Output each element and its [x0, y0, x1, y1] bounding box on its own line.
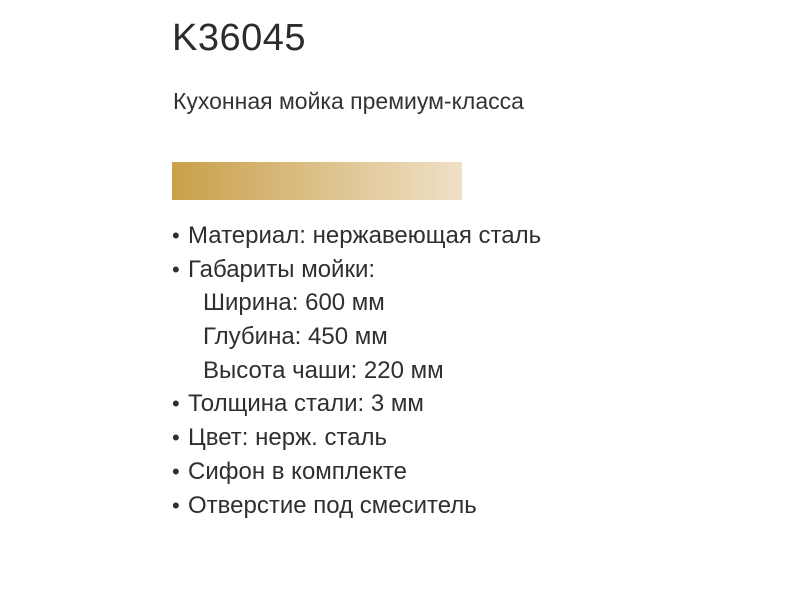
bullet-icon: •: [172, 391, 180, 417]
spec-color-text: Цвет: нерж. сталь: [188, 424, 388, 452]
bullet-icon: •: [172, 425, 180, 451]
bullet-icon: •: [172, 223, 180, 248]
spec-siphon: [172, 455, 541, 489]
spec-dimensions-text: Габариты мойки:: [188, 255, 376, 283]
spec-width-text: Ширина: 600 мм: [203, 289, 385, 317]
spec-width: [172, 286, 541, 320]
spec-dimensions: [172, 253, 541, 287]
product-code: K36045: [172, 17, 307, 59]
spec-thickness: [172, 387, 541, 421]
bullet-icon: •: [172, 458, 180, 484]
spec-bowl-height: [172, 354, 541, 388]
bullet-icon: •: [172, 492, 180, 518]
spec-list: [172, 219, 541, 522]
spec-siphon-text: Сифон в комплекте: [188, 457, 407, 485]
product-subtitle: Кухонная мойка премиум-класса: [173, 88, 524, 114]
spec-depth-text: Глубина: 450 мм: [203, 323, 388, 351]
spec-material-text: Материал: нержавеющая сталь: [188, 222, 542, 249]
spec-faucet-hole-text: Отверстие под смеситель: [188, 491, 477, 519]
spec-depth: [172, 320, 541, 354]
gold-accent-bar: [172, 162, 462, 200]
spec-faucet-hole: [172, 489, 541, 523]
bullet-icon: •: [172, 256, 180, 282]
spec-color: [172, 421, 541, 455]
spec-thickness-text: Толщина стали: 3 мм: [188, 390, 424, 418]
spec-bowl-height-text: Высота чаши: 220 мм: [203, 356, 444, 384]
spec-material: [172, 219, 541, 253]
